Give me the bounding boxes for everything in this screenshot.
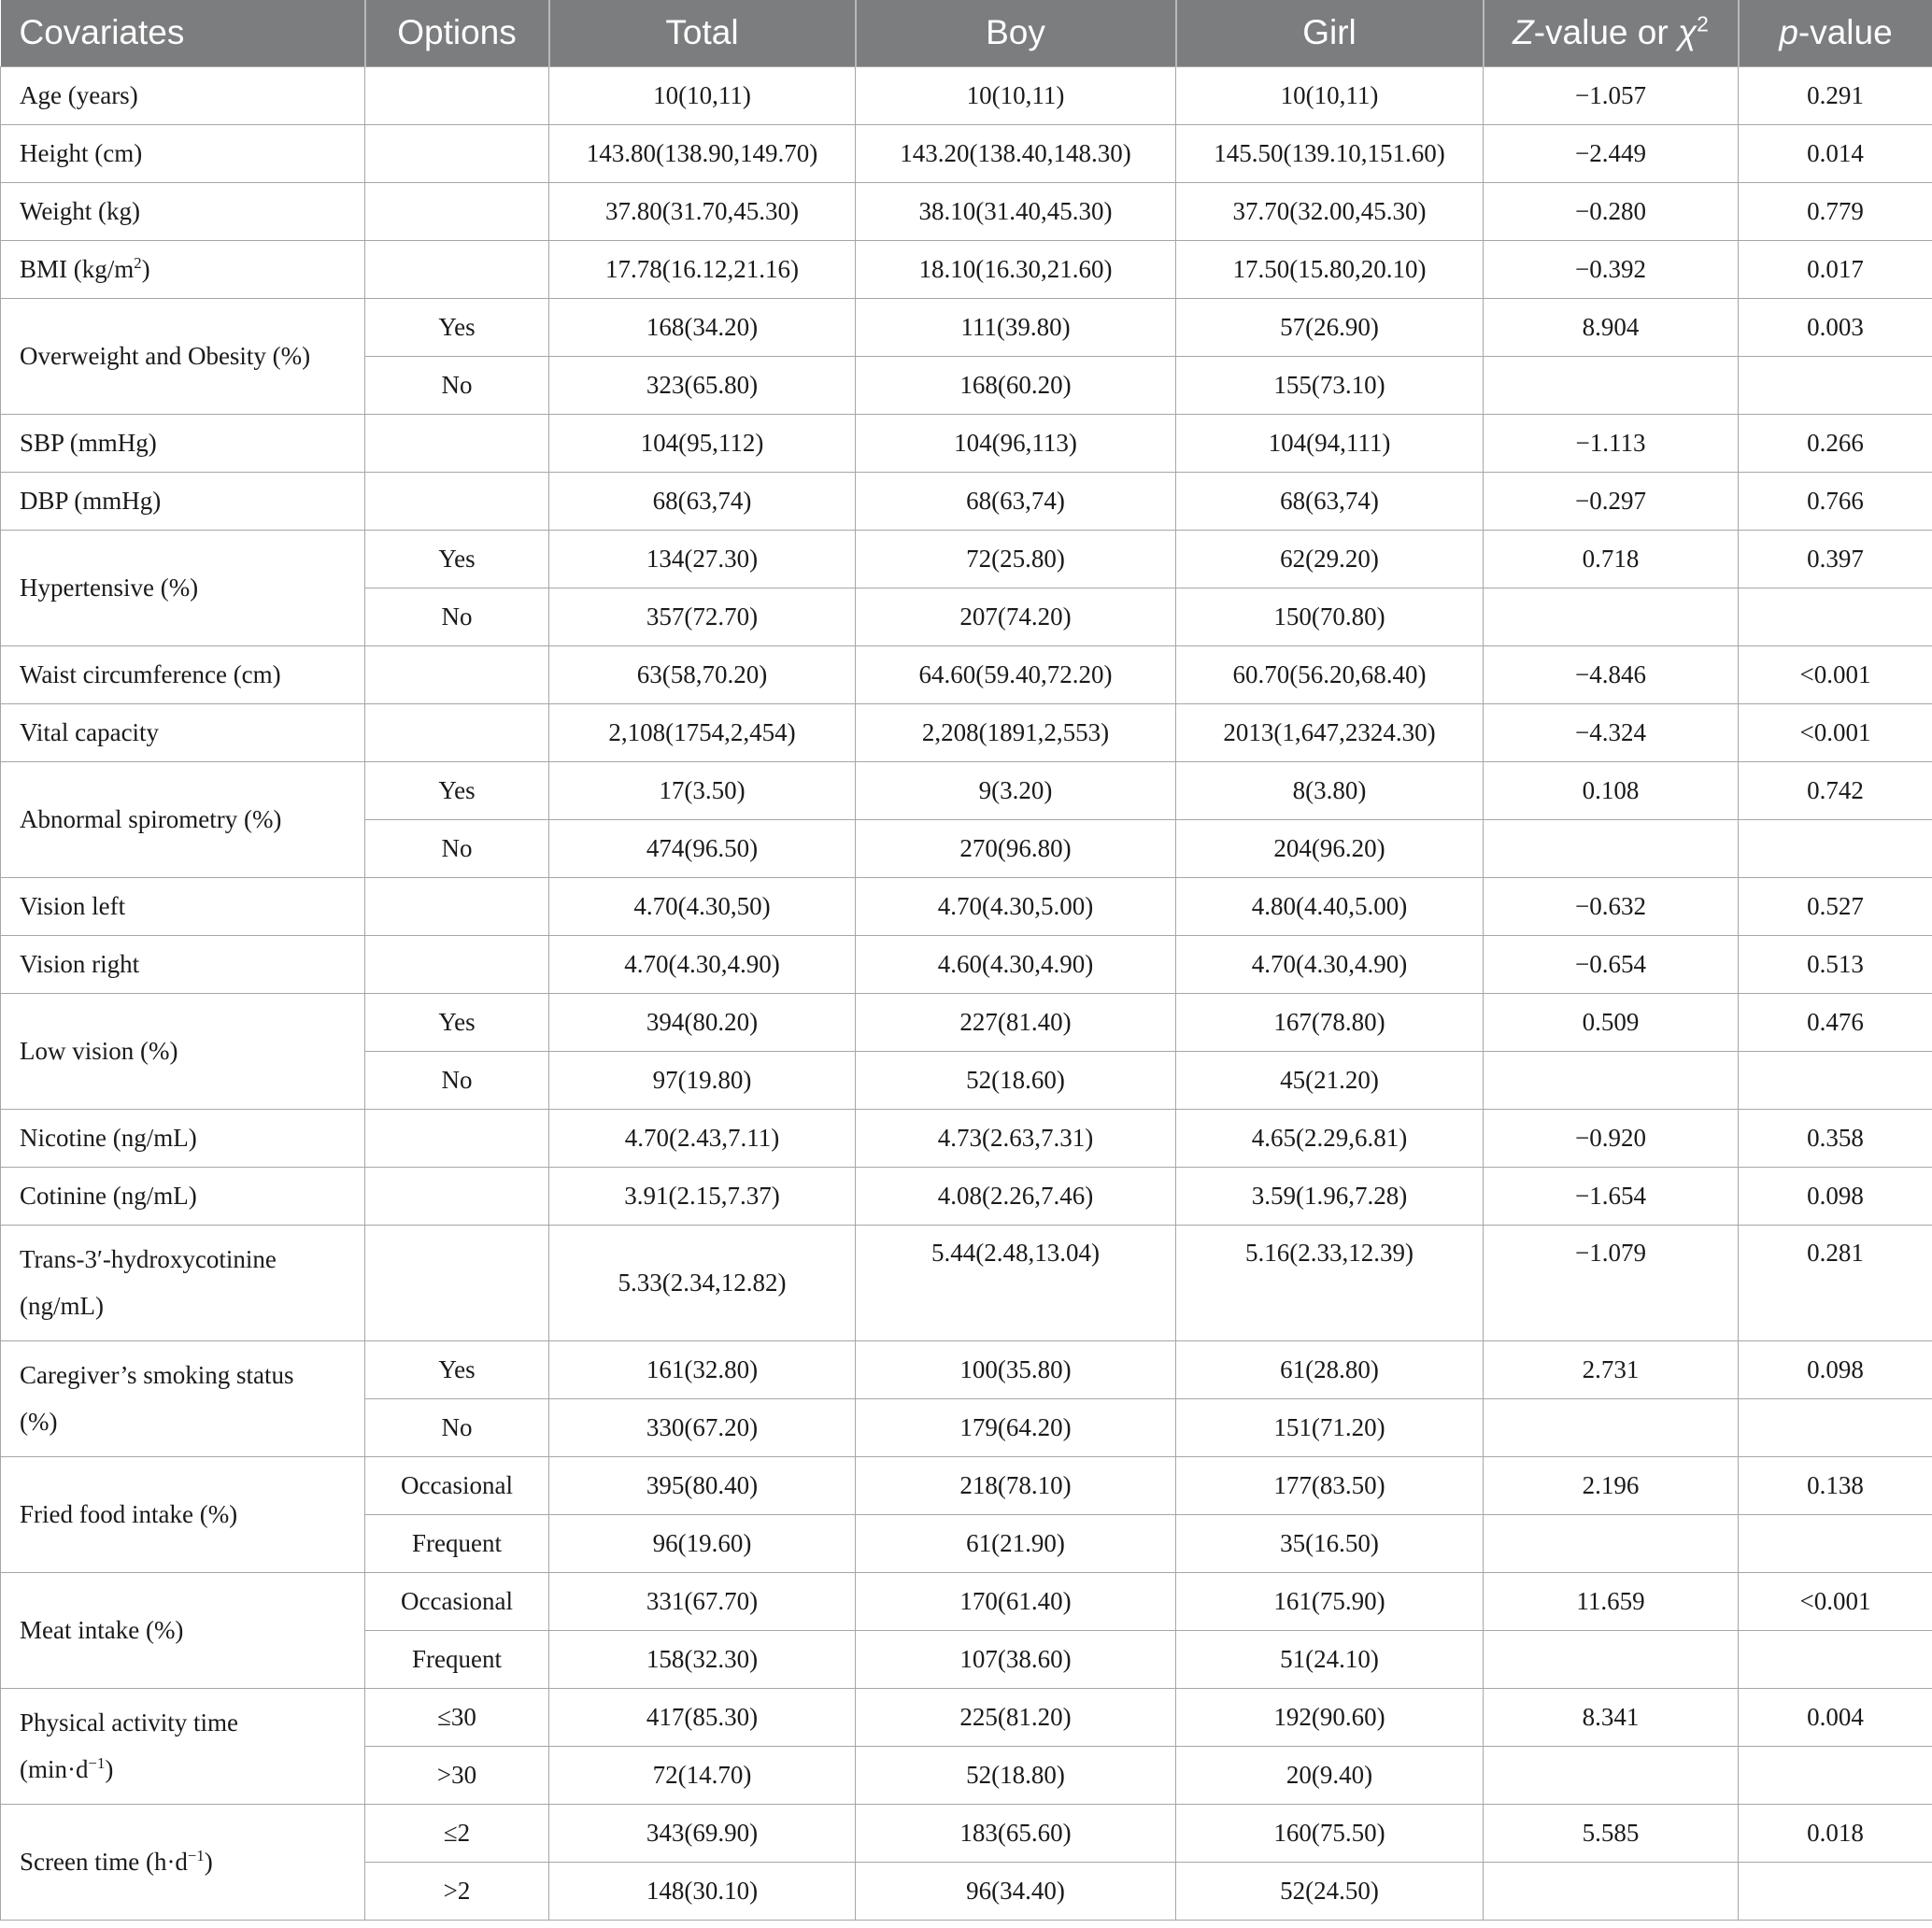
girl-cell: 177(83.50)	[1176, 1456, 1484, 1514]
option-cell	[365, 1109, 549, 1167]
total-cell: 96(19.60)	[549, 1514, 856, 1572]
p-value-cell: 0.779	[1739, 182, 1932, 240]
boy-cell: 61(21.90)	[856, 1514, 1176, 1572]
boy-cell: 183(65.60)	[856, 1804, 1176, 1862]
header-p-value	[1739, 0, 1932, 66]
covariate-cell	[1, 240, 365, 298]
table-row	[1, 703, 1932, 761]
table-row	[1, 240, 1932, 298]
header-options: Options	[365, 0, 549, 66]
option-cell	[365, 472, 549, 530]
p-value-cell: 0.281	[1739, 1225, 1932, 1340]
boy-cell: 218(78.10)	[856, 1456, 1176, 1514]
boy-cell: 52(18.60)	[856, 1051, 1176, 1109]
covariate-cell: SBP (mmHg)	[1, 414, 365, 472]
girl-cell: 35(16.50)	[1176, 1514, 1484, 1572]
stat-cell: −1.057	[1484, 66, 1739, 124]
option-cell	[365, 414, 549, 472]
table-row	[1, 1804, 1932, 1862]
option-cell: Frequent	[365, 1514, 549, 1572]
total-cell: 158(32.30)	[549, 1630, 856, 1688]
girl-cell: 2013(1,647,2324.30)	[1176, 703, 1484, 761]
covariate-line-2: (%)	[20, 1408, 58, 1436]
stat-cell: −0.920	[1484, 1109, 1739, 1167]
total-cell: 63(58,70.20)	[549, 645, 856, 703]
option-cell: No	[365, 588, 549, 645]
covariate-cell: Height (cm)	[1, 124, 365, 182]
covariate-cell	[1, 1225, 365, 1340]
table-row	[1, 993, 1932, 1051]
boy-cell: 68(63,74)	[856, 472, 1176, 530]
total-cell: 143.80(138.90,149.70)	[549, 124, 856, 182]
total-cell: 417(85.30)	[549, 1688, 856, 1746]
table-row	[1, 935, 1932, 993]
total-cell: 161(32.80)	[549, 1340, 856, 1398]
covariate-line-2: (min·d	[20, 1755, 89, 1783]
boy-cell: 179(64.20)	[856, 1398, 1176, 1456]
header-z-or-chi	[1484, 0, 1739, 66]
p-value-cell: 0.291	[1739, 66, 1932, 124]
stat-cell	[1484, 588, 1739, 645]
covariate-cell: Weight (kg)	[1, 182, 365, 240]
boy-cell: 4.70(4.30,5.00)	[856, 877, 1176, 935]
covariate-line-1: Trans-3′-hydroxycotinine	[20, 1245, 277, 1273]
total-cell: 331(67.70)	[549, 1572, 856, 1630]
stat-cell: 5.585	[1484, 1804, 1739, 1862]
covariate-cell: Cotinine (ng/mL)	[1, 1167, 365, 1225]
option-cell: No	[365, 1398, 549, 1456]
p-value-cell: 0.266	[1739, 414, 1932, 472]
option-cell	[365, 1225, 549, 1340]
girl-cell: 151(71.20)	[1176, 1398, 1484, 1456]
covariate-line-2: (ng/mL)	[20, 1292, 104, 1320]
stat-cell: 8.341	[1484, 1688, 1739, 1746]
p-value-cell: 0.018	[1739, 1804, 1932, 1862]
total-cell: 5.33(2.34,12.82)	[549, 1225, 856, 1340]
p-value-cell	[1739, 1862, 1932, 1920]
total-cell: 148(30.10)	[549, 1862, 856, 1920]
girl-cell: 160(75.50)	[1176, 1804, 1484, 1862]
p-value-cell: 0.766	[1739, 472, 1932, 530]
total-cell: 104(95,112)	[549, 414, 856, 472]
total-cell: 4.70(4.30,50)	[549, 877, 856, 935]
stat-cell: 8.904	[1484, 298, 1739, 356]
girl-cell: 8(3.80)	[1176, 761, 1484, 819]
covariate-cell: Overweight and Obesity (%)	[1, 298, 365, 414]
total-cell: 134(27.30)	[549, 530, 856, 588]
total-cell: 37.80(31.70,45.30)	[549, 182, 856, 240]
boy-cell: 143.20(138.40,148.30)	[856, 124, 1176, 182]
girl-cell: 51(24.10)	[1176, 1630, 1484, 1688]
option-cell: Yes	[365, 761, 549, 819]
stat-cell: −4.324	[1484, 703, 1739, 761]
total-cell: 395(80.40)	[549, 1456, 856, 1514]
boy-cell: 10(10,11)	[856, 66, 1176, 124]
p-value-cell: 0.476	[1739, 993, 1932, 1051]
p-value-cell	[1739, 588, 1932, 645]
option-cell: No	[365, 356, 549, 414]
boy-cell: 5.44(2.48,13.04)	[856, 1225, 1176, 1340]
girl-cell: 150(70.80)	[1176, 588, 1484, 645]
girl-cell: 37.70(32.00,45.30)	[1176, 182, 1484, 240]
covariate-cell: Abnormal spirometry (%)	[1, 761, 365, 877]
option-cell: Yes	[365, 993, 549, 1051]
boy-cell: 4.08(2.26,7.46)	[856, 1167, 1176, 1225]
header-chi-sup: 2	[1697, 11, 1709, 36]
girl-cell: 155(73.10)	[1176, 356, 1484, 414]
covariate-cell: Vision right	[1, 935, 365, 993]
stat-cell: 2.196	[1484, 1456, 1739, 1514]
header-covariates: Covariates	[1, 0, 365, 66]
boy-cell: 4.60(4.30,4.90)	[856, 935, 1176, 993]
p-value-cell: 0.017	[1739, 240, 1932, 298]
p-value-cell: <0.001	[1739, 1572, 1932, 1630]
p-value-cell: 0.098	[1739, 1167, 1932, 1225]
girl-cell: 20(9.40)	[1176, 1746, 1484, 1804]
covariate-cell: Fried food intake (%)	[1, 1456, 365, 1572]
table-row	[1, 530, 1932, 588]
option-cell	[365, 240, 549, 298]
covariate-text-end: )	[141, 255, 150, 283]
table-row	[1, 761, 1932, 819]
covariate-line-1: Physical activity time	[20, 1708, 238, 1737]
covariate-sup: −1	[88, 1754, 106, 1772]
p-value-cell: 0.527	[1739, 877, 1932, 935]
covariate-sup: −1	[187, 1847, 205, 1864]
girl-cell: 4.70(4.30,4.90)	[1176, 935, 1484, 993]
covariate-cell: Hypertensive (%)	[1, 530, 365, 645]
option-cell: Occasional	[365, 1572, 549, 1630]
option-cell	[365, 877, 549, 935]
covariate-cell	[1, 1804, 365, 1920]
stat-cell: −2.449	[1484, 124, 1739, 182]
total-cell: 323(65.80)	[549, 356, 856, 414]
table-row	[1, 1340, 1932, 1398]
header-z-text: -value or	[1533, 13, 1678, 52]
stat-cell	[1484, 819, 1739, 877]
total-cell: 10(10,11)	[549, 66, 856, 124]
table-row	[1, 414, 1932, 472]
covariate-cell: Nicotine (ng/mL)	[1, 1109, 365, 1167]
total-cell: 4.70(4.30,4.90)	[549, 935, 856, 993]
stat-cell: 0.108	[1484, 761, 1739, 819]
table-row	[1, 877, 1932, 935]
boy-cell: 227(81.40)	[856, 993, 1176, 1051]
girl-cell: 60.70(56.20,68.40)	[1176, 645, 1484, 703]
boy-cell: 168(60.20)	[856, 356, 1176, 414]
option-cell: ≤30	[365, 1688, 549, 1746]
total-cell: 394(80.20)	[549, 993, 856, 1051]
table-row	[1, 1456, 1932, 1514]
option-cell	[365, 124, 549, 182]
total-cell: 68(63,74)	[549, 472, 856, 530]
girl-cell: 17.50(15.80,20.10)	[1176, 240, 1484, 298]
covariate-text-end: )	[105, 1755, 114, 1783]
p-value-cell: <0.001	[1739, 703, 1932, 761]
boy-cell: 107(38.60)	[856, 1630, 1176, 1688]
girl-cell: 10(10,11)	[1176, 66, 1484, 124]
p-value-cell: 0.397	[1739, 530, 1932, 588]
header-z-letter: Z	[1513, 13, 1534, 52]
total-cell: 72(14.70)	[549, 1746, 856, 1804]
stat-cell: −1.079	[1484, 1225, 1739, 1340]
stat-cell: −0.632	[1484, 877, 1739, 935]
p-value-cell: 0.003	[1739, 298, 1932, 356]
girl-cell: 68(63,74)	[1176, 472, 1484, 530]
stat-cell	[1484, 1630, 1739, 1688]
p-value-cell: 0.138	[1739, 1456, 1932, 1514]
total-cell: 330(67.20)	[549, 1398, 856, 1456]
stat-cell	[1484, 1398, 1739, 1456]
covariate-cell: Age (years)	[1, 66, 365, 124]
girl-cell: 204(96.20)	[1176, 819, 1484, 877]
option-cell: Frequent	[365, 1630, 549, 1688]
table-row	[1, 1225, 1932, 1340]
option-cell: Yes	[365, 298, 549, 356]
total-cell: 343(69.90)	[549, 1804, 856, 1862]
stat-cell: 0.509	[1484, 993, 1739, 1051]
boy-cell: 2,208(1891,2,553)	[856, 703, 1176, 761]
covariate-sup: 2	[134, 254, 142, 272]
covariate-cell: Meat intake (%)	[1, 1572, 365, 1688]
boy-cell: 104(96,113)	[856, 414, 1176, 472]
option-cell: ≤2	[365, 1804, 549, 1862]
p-value-cell: 0.098	[1739, 1340, 1932, 1398]
stat-cell	[1484, 356, 1739, 414]
table-row	[1, 1572, 1932, 1630]
boy-cell: 111(39.80)	[856, 298, 1176, 356]
total-cell: 2,108(1754,2,454)	[549, 703, 856, 761]
stat-cell	[1484, 1514, 1739, 1572]
stat-cell: 11.659	[1484, 1572, 1739, 1630]
boy-cell: 225(81.20)	[856, 1688, 1176, 1746]
header-row	[1, 0, 1932, 66]
covariate-cell: Low vision (%)	[1, 993, 365, 1109]
header-total: Total	[549, 0, 856, 66]
header-p-letter: p	[1779, 13, 1798, 52]
covariate-cell	[1, 1340, 365, 1456]
girl-cell: 57(26.90)	[1176, 298, 1484, 356]
stat-cell: −0.280	[1484, 182, 1739, 240]
stat-cell: −0.392	[1484, 240, 1739, 298]
total-cell: 168(34.20)	[549, 298, 856, 356]
covariate-text: BMI (kg/m	[20, 255, 135, 283]
table-row	[1, 298, 1932, 356]
p-value-cell: 0.742	[1739, 761, 1932, 819]
boy-cell: 207(74.20)	[856, 588, 1176, 645]
table-row	[1, 472, 1932, 530]
boy-cell: 96(34.40)	[856, 1862, 1176, 1920]
girl-cell: 4.80(4.40,5.00)	[1176, 877, 1484, 935]
p-value-cell: 0.014	[1739, 124, 1932, 182]
boy-cell: 270(96.80)	[856, 819, 1176, 877]
p-value-cell	[1739, 1514, 1932, 1572]
table-row	[1, 1688, 1932, 1746]
option-cell: Yes	[365, 1340, 549, 1398]
boy-cell: 170(61.40)	[856, 1572, 1176, 1630]
option-cell	[365, 66, 549, 124]
option-cell	[365, 1167, 549, 1225]
covariate-text: Screen time (h·d	[20, 1848, 188, 1876]
total-cell: 17.78(16.12,21.16)	[549, 240, 856, 298]
p-value-cell	[1739, 356, 1932, 414]
p-value-cell: 0.513	[1739, 935, 1932, 993]
covariate-cell: Vision left	[1, 877, 365, 935]
p-value-cell	[1739, 1746, 1932, 1804]
stat-cell: 0.718	[1484, 530, 1739, 588]
option-cell: No	[365, 819, 549, 877]
boy-cell: 9(3.20)	[856, 761, 1176, 819]
girl-cell: 62(29.20)	[1176, 530, 1484, 588]
stat-cell	[1484, 1746, 1739, 1804]
option-cell: >30	[365, 1746, 549, 1804]
girl-cell: 61(28.80)	[1176, 1340, 1484, 1398]
header-chi-letter: χ	[1677, 13, 1698, 52]
girl-cell: 161(75.90)	[1176, 1572, 1484, 1630]
stat-cell: −4.846	[1484, 645, 1739, 703]
p-value-cell	[1739, 1398, 1932, 1456]
girl-cell: 5.16(2.33,12.39)	[1176, 1225, 1484, 1340]
covariate-text-end: )	[204, 1848, 213, 1876]
option-cell: >2	[365, 1862, 549, 1920]
covariate-cell: Waist circumference (cm)	[1, 645, 365, 703]
p-value-cell: 0.004	[1739, 1688, 1932, 1746]
girl-cell: 145.50(139.10,151.60)	[1176, 124, 1484, 182]
option-cell: No	[365, 1051, 549, 1109]
boy-cell: 52(18.80)	[856, 1746, 1176, 1804]
girl-cell: 4.65(2.29,6.81)	[1176, 1109, 1484, 1167]
girl-cell: 192(90.60)	[1176, 1688, 1484, 1746]
boy-cell: 18.10(16.30,21.60)	[856, 240, 1176, 298]
p-value-cell: <0.001	[1739, 645, 1932, 703]
covariate-cell	[1, 1688, 365, 1804]
option-cell	[365, 182, 549, 240]
p-value-cell	[1739, 1051, 1932, 1109]
p-value-cell	[1739, 819, 1932, 877]
covariate-line-1: Caregiver’s smoking status	[20, 1361, 294, 1389]
table-row	[1, 124, 1932, 182]
header-boy: Boy	[856, 0, 1176, 66]
girl-cell: 45(21.20)	[1176, 1051, 1484, 1109]
stat-cell: −1.654	[1484, 1167, 1739, 1225]
option-cell	[365, 645, 549, 703]
covariate-cell: Vital capacity	[1, 703, 365, 761]
stat-cell: 2.731	[1484, 1340, 1739, 1398]
total-cell: 3.91(2.15,7.37)	[549, 1167, 856, 1225]
stat-cell: −0.297	[1484, 472, 1739, 530]
stat-cell	[1484, 1051, 1739, 1109]
stat-cell: −0.654	[1484, 935, 1739, 993]
boy-cell: 100(35.80)	[856, 1340, 1176, 1398]
p-value-cell	[1739, 1630, 1932, 1688]
option-cell	[365, 935, 549, 993]
table-row	[1, 645, 1932, 703]
boy-cell: 64.60(59.40,72.20)	[856, 645, 1176, 703]
table-row	[1, 1109, 1932, 1167]
table-row	[1, 182, 1932, 240]
table-row	[1, 1167, 1932, 1225]
option-cell: Yes	[365, 530, 549, 588]
option-cell: Occasional	[365, 1456, 549, 1514]
p-value-cell: 0.358	[1739, 1109, 1932, 1167]
boy-cell: 72(25.80)	[856, 530, 1176, 588]
girl-cell: 52(24.50)	[1176, 1862, 1484, 1920]
total-cell: 4.70(2.43,7.11)	[549, 1109, 856, 1167]
option-cell	[365, 703, 549, 761]
boy-cell: 38.10(31.40,45.30)	[856, 182, 1176, 240]
total-cell: 17(3.50)	[549, 761, 856, 819]
girl-cell: 104(94,111)	[1176, 414, 1484, 472]
total-cell: 357(72.70)	[549, 588, 856, 645]
stat-cell	[1484, 1862, 1739, 1920]
header-p-text: -value	[1797, 13, 1893, 52]
boy-cell: 4.73(2.63,7.31)	[856, 1109, 1176, 1167]
header-girl: Girl	[1176, 0, 1484, 66]
total-cell: 474(96.50)	[549, 819, 856, 877]
girl-cell: 3.59(1.96,7.28)	[1176, 1167, 1484, 1225]
girl-cell: 167(78.80)	[1176, 993, 1484, 1051]
covariate-cell: DBP (mmHg)	[1, 472, 365, 530]
total-cell: 97(19.80)	[549, 1051, 856, 1109]
stat-cell: −1.113	[1484, 414, 1739, 472]
table-row	[1, 66, 1932, 124]
